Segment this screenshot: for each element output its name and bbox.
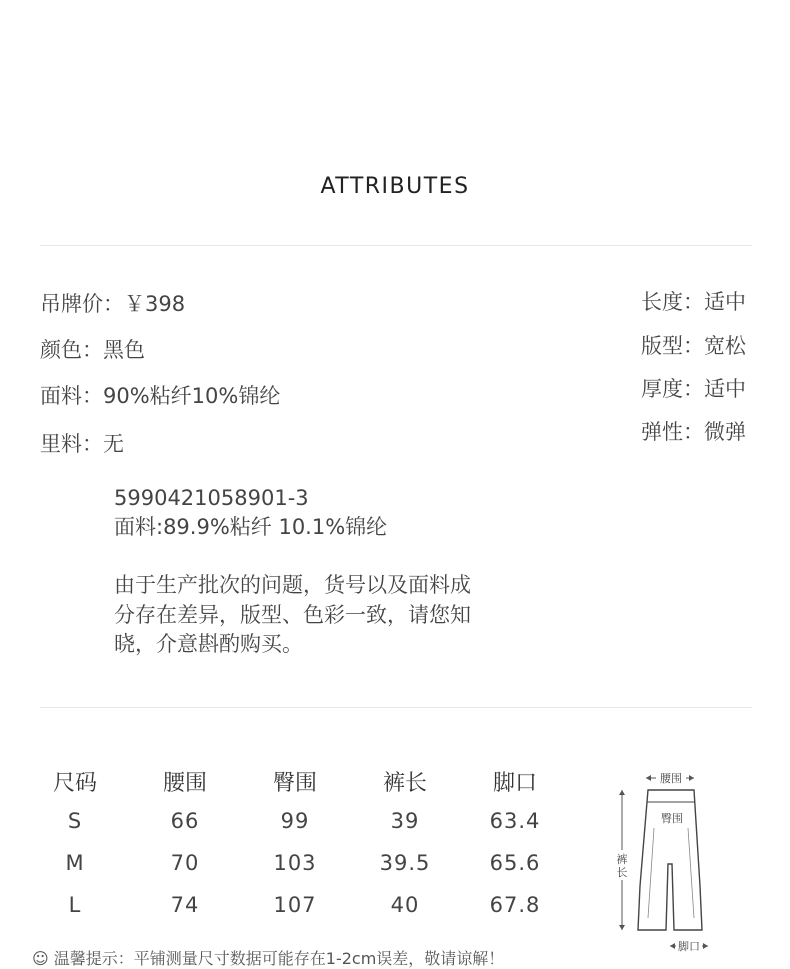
note-line: 晓，介意斟酌购买。 [114, 632, 303, 656]
attribute-lining: 里料：无 [40, 432, 124, 456]
header-size: 尺码 [52, 771, 97, 796]
diagram-hip-label: 臀围 [661, 812, 683, 825]
divider-middle [40, 707, 752, 708]
note-line: 由于生产批次的问题，货号以及面料成 [114, 573, 471, 597]
diagram-hem-label: 脚口 [678, 940, 700, 953]
note-line: 分存在差异，版型、色彩一致，请您知 [114, 603, 471, 627]
header-hem: 脚口 [492, 771, 537, 796]
header-hip: 臀围 [272, 771, 317, 796]
attribute-tag-price: 吊牌价：￥398 [40, 292, 186, 316]
measurement-tip: ☺ 温馨提示：平铺测量尺寸数据可能存在1-2cm误差，敬请谅解！ [32, 949, 505, 968]
sku-number: 5990421058901-3 [114, 486, 309, 510]
diagram-waist-label: 腰围 [660, 772, 682, 785]
diagram-length-label-1: 裤 [616, 853, 628, 866]
cell-length: 40 [390, 893, 420, 917]
cell-size: L [68, 893, 82, 917]
cell-size: S [67, 809, 83, 833]
cell-hip: 107 [273, 893, 317, 917]
diagram-length-label-2: 长 [616, 866, 628, 879]
cell-hip: 99 [280, 809, 310, 833]
cell-hem: 63.4 [489, 809, 541, 833]
page-title: ATTRIBUTES [320, 174, 470, 199]
cell-waist: 74 [170, 893, 200, 917]
header-waist: 腰围 [162, 771, 207, 796]
cell-length: 39.5 [379, 851, 431, 875]
header-length: 裤长 [382, 771, 427, 796]
attribute-length: 长度：适中 [641, 290, 746, 314]
attribute-color: 颜色：黑色 [40, 338, 145, 362]
cell-hem: 65.6 [489, 851, 541, 875]
note-fabric: 面料:89.9%粘纤 10.1%锦纶 [114, 515, 388, 539]
divider-top [40, 245, 752, 246]
cell-size: M [65, 851, 85, 875]
attribute-thickness: 厚度：适中 [641, 377, 746, 401]
cell-waist: 66 [170, 809, 200, 833]
cell-waist: 70 [170, 851, 200, 875]
cell-length: 39 [390, 809, 420, 833]
attribute-fit: 版型：宽松 [641, 334, 746, 358]
attribute-fabric: 面料：90%粘纤10%锦纶 [40, 384, 281, 408]
pants-measurement-diagram-icon [608, 768, 732, 954]
cell-hem: 67.8 [489, 893, 541, 917]
cell-hip: 103 [273, 851, 317, 875]
attribute-elasticity: 弹性：微弹 [641, 420, 746, 444]
